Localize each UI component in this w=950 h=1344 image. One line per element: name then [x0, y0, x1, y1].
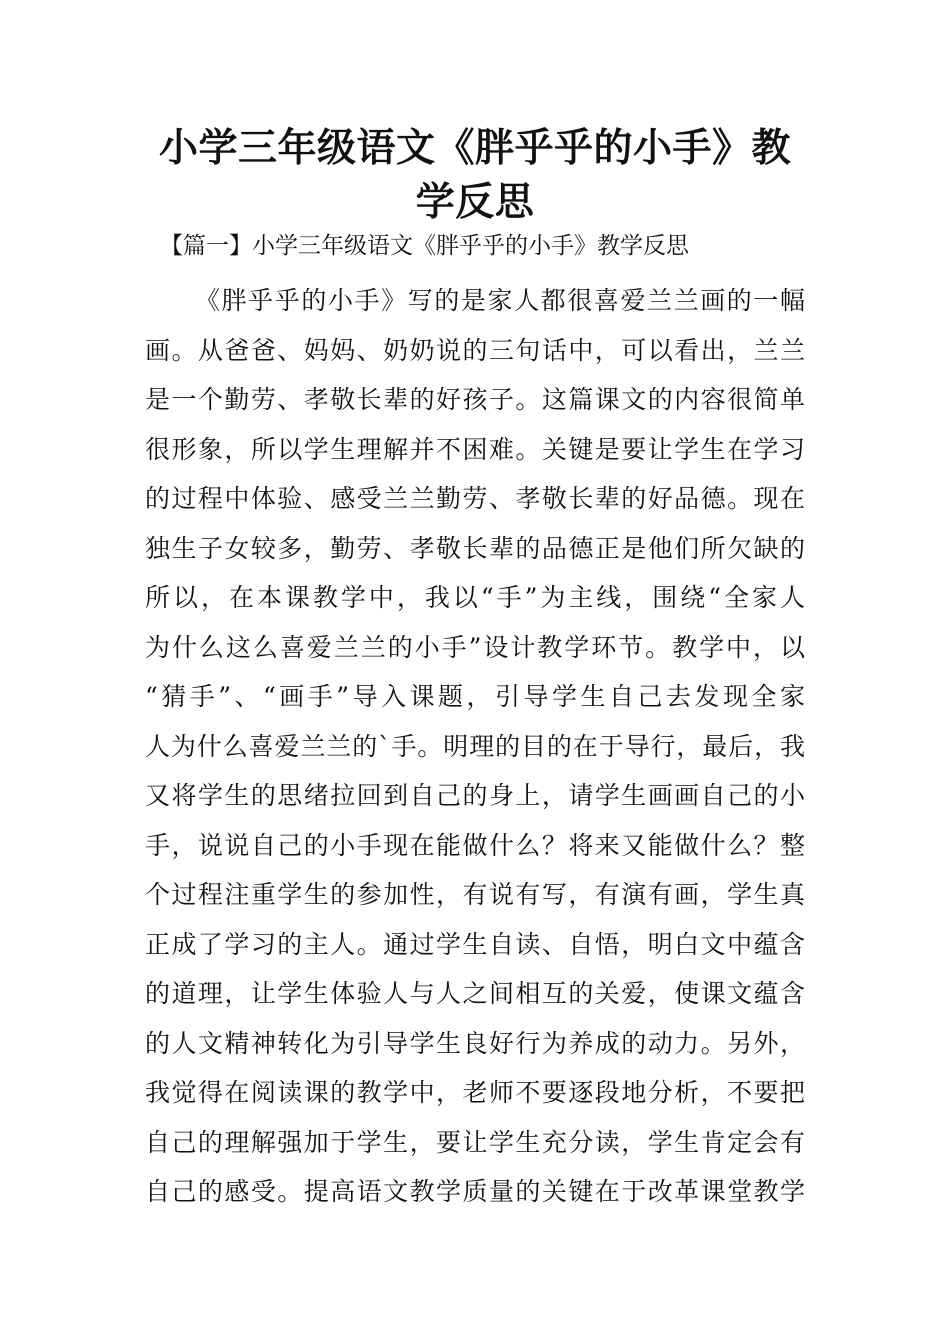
body-line: 是一个勤劳、孝敬长辈的好孩子。这篇课文的内容很简单 — [145, 385, 805, 414]
body-line: 自己的感受。提高语文教学质量的关键在于改革课堂教学 — [145, 1177, 805, 1206]
body-line: 画。从爸爸、妈妈、奶奶说的三句话中，可以看出，兰兰 — [145, 335, 805, 365]
body-line: 我觉得在阅读课的教学中，老师不要逐段地分析，不要把 — [145, 1078, 805, 1107]
body-line: 手，说说自己的小手现在能做什么？将来又能做什么？整 — [145, 830, 805, 860]
body-line: “猜手”、“画手”导入课题，引导学生自己去发现全家 — [145, 682, 805, 711]
document-title: 小学三年级语文《胖乎乎的小手》教学反思 — [158, 126, 791, 225]
body-line: 所以，在本课教学中，我以“手”为主线，围绕“全家人 — [145, 583, 805, 612]
body-line: 为什么这么喜爱兰兰的小手”设计教学环节。教学中，以 — [145, 632, 805, 662]
body-paragraph — [145, 276, 805, 1217]
body-line: 的道理，让学生体验人与人之间相互的关爱，使课文蕴含 — [145, 979, 805, 1008]
body-line: 独生子女较多，勤劳、孝敬长辈的品德正是他们所欠缺的 — [145, 533, 805, 563]
section-heading: 【篇一】小学三年级语文《胖乎乎的小手》教学反思 — [160, 233, 689, 259]
body-line: 自己的理解强加于学生，要让学生充分读，学生肯定会有 — [145, 1127, 805, 1157]
body-line: 《胖乎乎的小手》写的是家人都很喜爱兰兰画的一幅 — [195, 286, 805, 315]
body-line: 正成了学习的主人。通过学生自读、自悟，明白文中蕴含 — [145, 929, 805, 959]
body-line: 的过程中体验、感受兰兰勤劳、孝敬长辈的好品德。现在 — [145, 484, 805, 513]
body-line: 很形象，所以学生理解并不困难。关键是要让学生在学习 — [145, 434, 805, 464]
body-line: 人为什么喜爱兰兰的`手。明理的目的在于导行，最后，我 — [145, 731, 805, 761]
body-line: 的人文精神转化为引导学生良好行为养成的动力。另外， — [145, 1028, 805, 1058]
body-line: 个过程注重学生的参加性，有说有写，有演有画，学生真 — [145, 880, 805, 909]
body-line: 又将学生的思绪拉回到自己的身上，请学生画画自己的小 — [145, 781, 805, 810]
